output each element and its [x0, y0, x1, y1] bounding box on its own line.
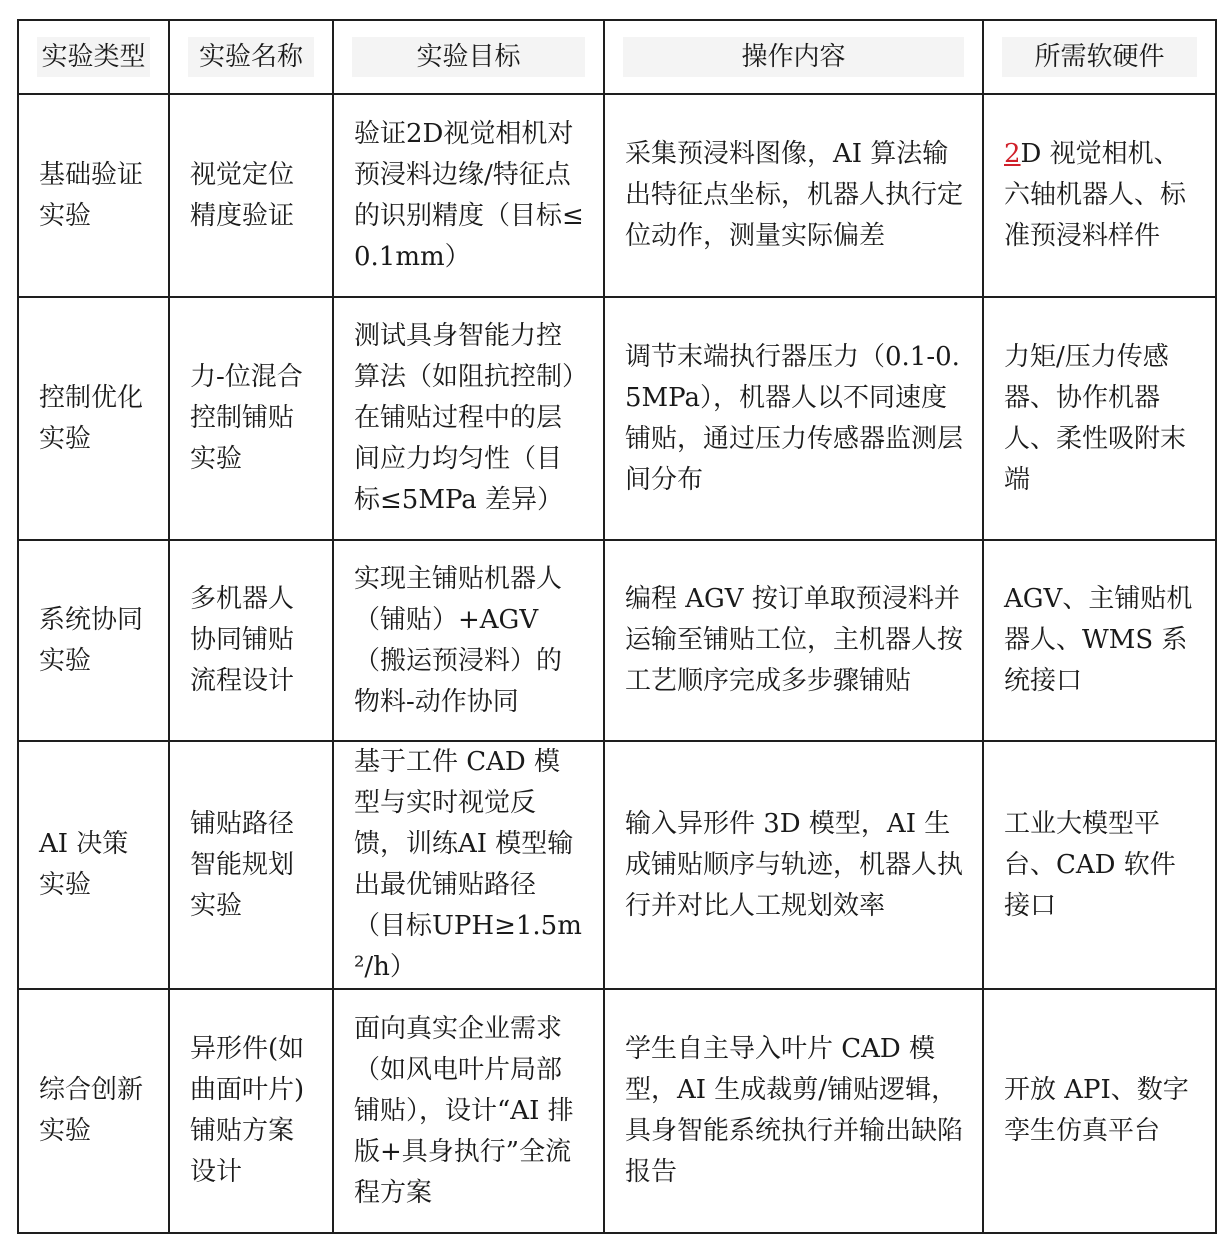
cell-hardware: 力矩/压力传感器、协作机器人、柔性吸附末端	[983, 297, 1216, 540]
header-name: 实验名称	[169, 20, 333, 94]
table-row	[18, 540, 1216, 741]
cell-type: 控制优化实验	[18, 297, 169, 540]
cell-type: 综合创新实验	[18, 989, 169, 1233]
cell-operation: 调节末端执行器压力（0.1-0.5MPa），机器人以不同速度铺贴，通过压力传感器监测层间分布	[604, 297, 983, 540]
cell-hardware	[983, 94, 1216, 297]
cell-name: 多机器人协同铺贴流程设计	[169, 540, 333, 741]
cell-operation: 输入异形件 3D 模型，AI 生成铺贴顺序与轨迹，机器人执行并对比人工规划效率	[604, 741, 983, 989]
cell-type: AI 决策实验	[18, 741, 169, 989]
header-operation: 操作内容	[604, 20, 983, 94]
cell-name: 视觉定位精度验证	[169, 94, 333, 297]
cell-goal: 面向真实企业需求（如风电叶片局部铺贴），设计“AI 排版+具身执行”全流程方案	[333, 989, 604, 1233]
cell-operation: 学生自主导入叶片 CAD 模型，AI 生成裁剪/铺贴逻辑，具身智能系统执行并输出缺陷报告	[604, 989, 983, 1233]
cell-hardware: 工业大模型平台、CAD 软件接口	[983, 741, 1216, 989]
cell-goal: 基于工件 CAD 模型与实时视觉反馈，训练AI 模型输出最优铺贴路径（目标UPH≥1.5m²/h）	[333, 741, 604, 989]
header-row	[18, 20, 1216, 94]
cell-hardware: AGV、主铺贴机器人、WMS 系统接口	[983, 540, 1216, 741]
header-hardware: 所需软硬件	[983, 20, 1216, 94]
cell-hardware: 开放 API、数字孪生仿真平台	[983, 989, 1216, 1233]
header-goal: 实验目标	[333, 20, 604, 94]
table-row	[18, 741, 1216, 989]
cell-type: 基础验证实验	[18, 94, 169, 297]
cell-goal: 测试具身智能力控算法（如阻抗控制）在铺贴过程中的层间应力均匀性（目标≤5MPa 差异）	[333, 297, 604, 540]
header-type: 实验类型	[18, 20, 169, 94]
cell-operation: 采集预浸料图像，AI 算法输出特征点坐标，机器人执行定位动作，测量实际偏差	[604, 94, 983, 297]
revision-mark: 2	[1004, 139, 1021, 169]
table-row	[18, 94, 1216, 297]
cell-name: 力-位混合控制铺贴实验	[169, 297, 333, 540]
table-row	[18, 989, 1216, 1233]
cell-goal: 实现主铺贴机器人（铺贴）+AGV（搬运预浸料）的物料-动作协同	[333, 540, 604, 741]
hardware-text: D 视觉相机、六轴机器人、标准预浸料样件	[1004, 139, 1187, 251]
cell-type: 系统协同实验	[18, 540, 169, 741]
cell-name: 异形件(如曲面叶片)铺贴方案设计	[169, 989, 333, 1233]
cell-operation: 编程 AGV 按订单取预浸料并运输至铺贴工位，主机器人按工艺顺序完成多步骤铺贴	[604, 540, 983, 741]
experiment-table	[17, 19, 1217, 1234]
table-row	[18, 297, 1216, 540]
cell-name: 铺贴路径智能规划实验	[169, 741, 333, 989]
cell-goal: 验证2D视觉相机对预浸料边缘/特征点的识别精度（目标≤0.1mm）	[333, 94, 604, 297]
